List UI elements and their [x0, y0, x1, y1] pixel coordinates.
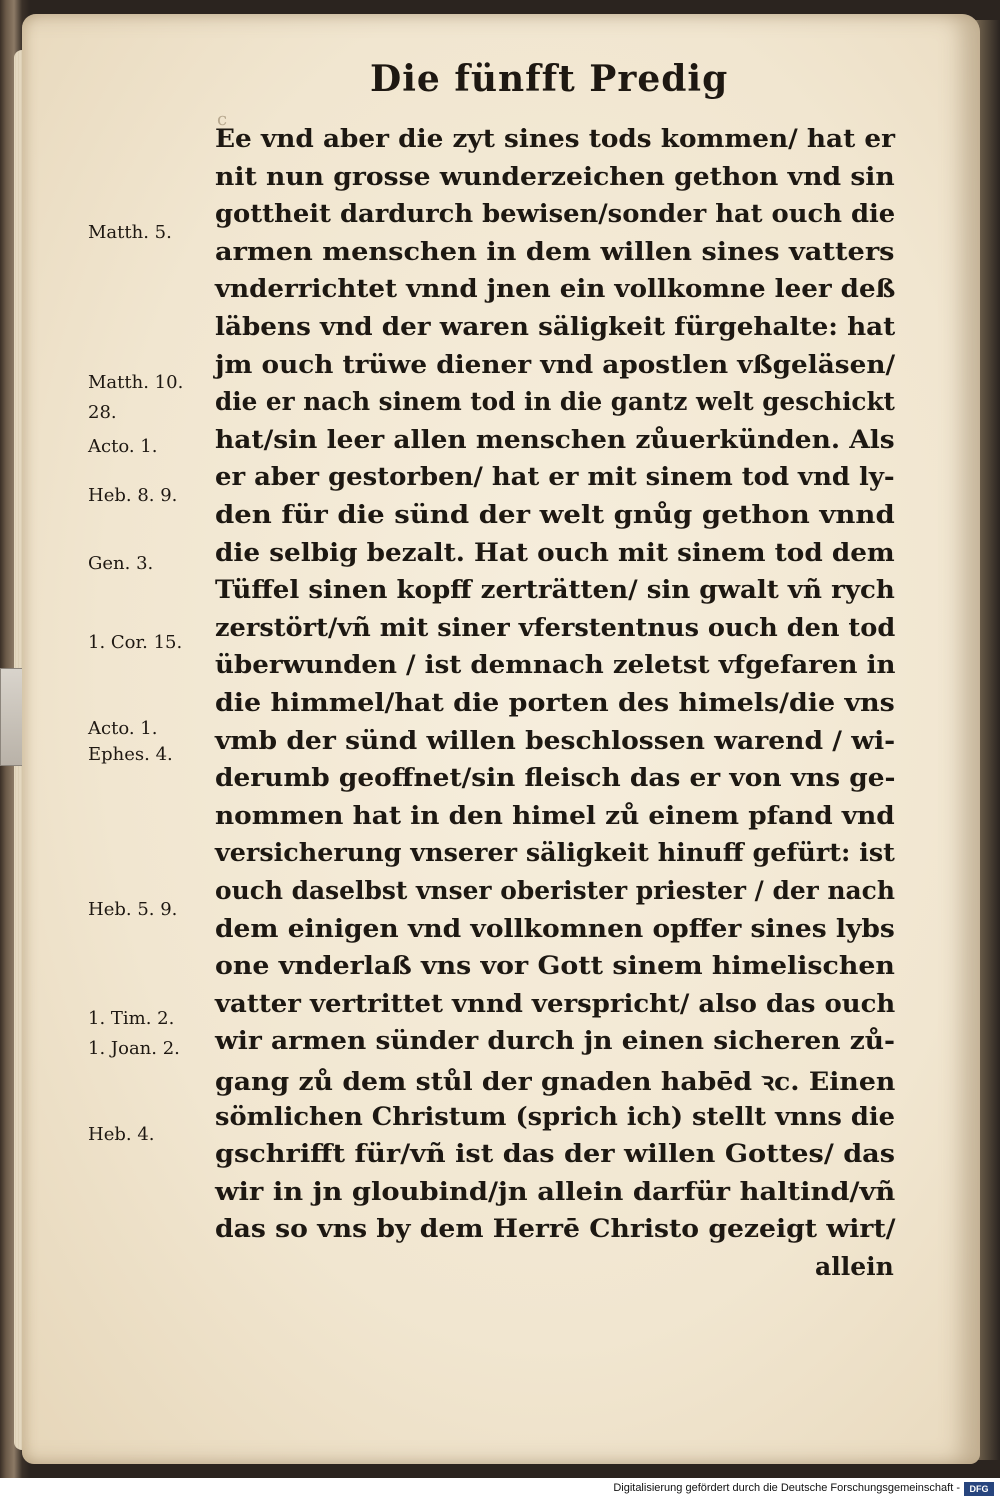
text-line: Ee vnd aber die zyt sines tods kommen/ hat er	[215, 124, 896, 153]
text-line: nit nun grosse wunderzeichen gethon vnd sin	[215, 161, 895, 191]
margin-note: 1. Cor. 15.	[88, 631, 183, 653]
text-line: one vnderlaß vns vor Gott sinem himelischen	[215, 951, 895, 981]
text-line: die er nach sinem tod in die gantz welt geschickt	[215, 387, 895, 417]
text-line: armen menschen in dem willen sines vatters	[215, 236, 895, 266]
text-line: hat/sin leer allen menschen zůuerkünden. Als	[215, 424, 895, 454]
text-line: vmb der sünd willen beschlossen warend / wi-	[215, 725, 896, 755]
text-line: zerstört/vñ mit siner vferstentnus ouch den tod	[215, 612, 896, 642]
dfg-logo: DFG	[964, 1482, 994, 1496]
margin-note: Acto. 1.	[88, 436, 158, 458]
margin-note: Matth. 10.	[88, 372, 184, 394]
margin-note: 1. Tim. 2.	[88, 1007, 175, 1029]
margin-note: Matth. 5.	[88, 221, 172, 243]
text-line: sömlichen Christum (sprich ich) stellt vnns die	[215, 1101, 895, 1131]
page-heading: Die fünfft Predig	[370, 58, 729, 100]
text-line: den für die sünd der welt gnůg gethon vnnd	[215, 500, 895, 529]
text-line: wir in jn gloubind/jn allein darfür haltind/vñ	[215, 1176, 896, 1206]
footer-credit: Digitalisierung gefördert durch die Deutsche Forschungsgemeinschaft -	[613, 1482, 960, 1494]
footer-bar	[0, 1478, 1000, 1501]
text-line: derumb geoffnet/sin fleisch das er von vns ge-	[215, 763, 896, 793]
margin-note: Ephes. 4.	[88, 744, 173, 766]
text-line: vatter vertrittet vnnd verspricht/ also das ouch	[215, 988, 896, 1018]
text-line: Tüffel sinen kopff zerträtten/ sin gwalt vñ rych	[215, 575, 895, 605]
text-line: jm ouch trüwe diener vnd apostlen vßgeläsen/	[215, 349, 896, 379]
text-line: die himmel/hat die porten des himels/die vns	[215, 688, 895, 717]
margin-note: Heb. 4.	[88, 1124, 155, 1146]
text-line: wir armen sünder durch jn einen sicheren zů-	[215, 1026, 895, 1056]
text-line: gang zů dem stůl der gnaden habēd ꝛc. Einen	[215, 1067, 896, 1096]
text-line: gschrifft für/vñ ist das der willen Gottes/ das	[215, 1139, 896, 1169]
text-line: läbens vnd der waren säligkeit fürgehalte: hat	[215, 312, 896, 341]
margin-note: 1. Joan. 2.	[88, 1037, 180, 1059]
margin-note: 28.	[88, 402, 117, 424]
text-line: die selbig bezalt. Hat ouch mit sinem tod dem	[215, 537, 895, 567]
text-line: ouch daselbst vnser oberister priester / der nach	[215, 876, 895, 905]
text-line: dem einigen vnd vollkomnen opffer sines lybs	[215, 913, 895, 943]
text-line: er aber gestorben/ hat er mit sinem tod vnd ly-	[215, 462, 895, 492]
text-line: überwunden / ist demnach zeletst vfgefaren in	[215, 650, 896, 680]
margin-note: Heb. 5. 9.	[88, 898, 178, 920]
text-line: das so vns by dem Herrē Christo gezeigt wirt/	[215, 1214, 896, 1244]
margin-note: Heb. 8. 9.	[88, 484, 178, 506]
catchword: allein	[815, 1252, 894, 1281]
text-line: vnderrichtet vnnd jnen ein vollkomne leer deß	[215, 274, 896, 304]
margin-note: Gen. 3.	[88, 552, 154, 574]
text-line: nommen hat in den himel zů einem pfand vnd	[215, 800, 895, 830]
folio-mark: c	[217, 109, 228, 130]
text-line: gottheit dardurch bewisen/sonder hat ouch die	[215, 199, 896, 229]
text-line: versicherung vnserer säligkeit hinuff gefürt: ist	[215, 838, 895, 868]
margin-note: Acto. 1.	[88, 718, 158, 740]
